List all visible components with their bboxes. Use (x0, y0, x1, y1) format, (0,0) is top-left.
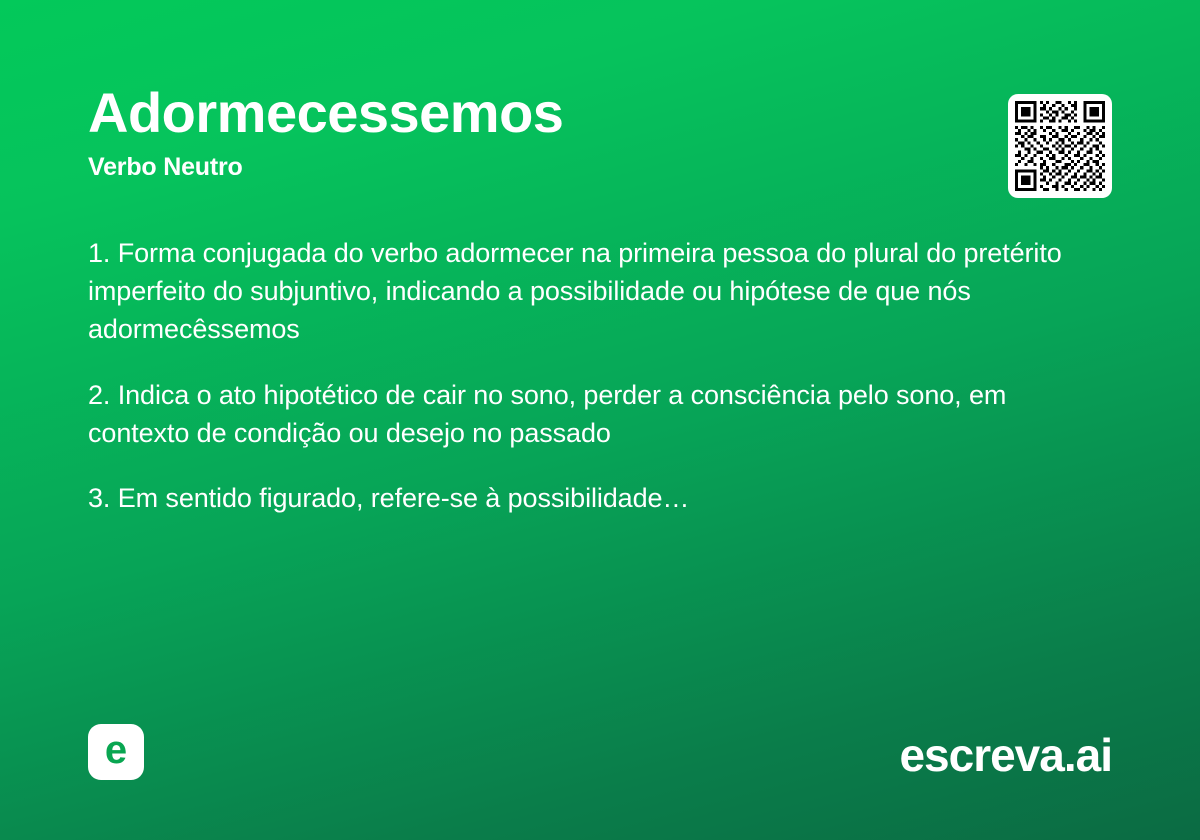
card-content (88, 81, 1112, 518)
brand-logo-icon (88, 724, 144, 780)
brand-wordmark: escreva.ai (899, 729, 1112, 781)
page-title: Adormecessemos (88, 81, 564, 144)
definition-item: 2. Indica o ato hipotético de cair no sono, perder a consciência pelo sono, em contexto de condição ou desejo no passado (88, 379, 1007, 449)
definition-item: 1. Forma conjugada do verbo adormecer na primeira pessoa do plural do pretérito imperfeito do subjuntivo, indicando a possibilidade ou hipótese de que nós adormecêssemos (88, 237, 1062, 345)
definition-item: 3. Em sentido figurado, refere-se à possibilidade… (88, 483, 690, 514)
definition-list (88, 234, 1088, 518)
qr-code-svg (1015, 101, 1105, 191)
qr-code-icon[interactable] (1008, 94, 1112, 198)
brand-logo-letter: e (104, 728, 128, 772)
word-class-label: Verbo Neutro (88, 152, 243, 181)
